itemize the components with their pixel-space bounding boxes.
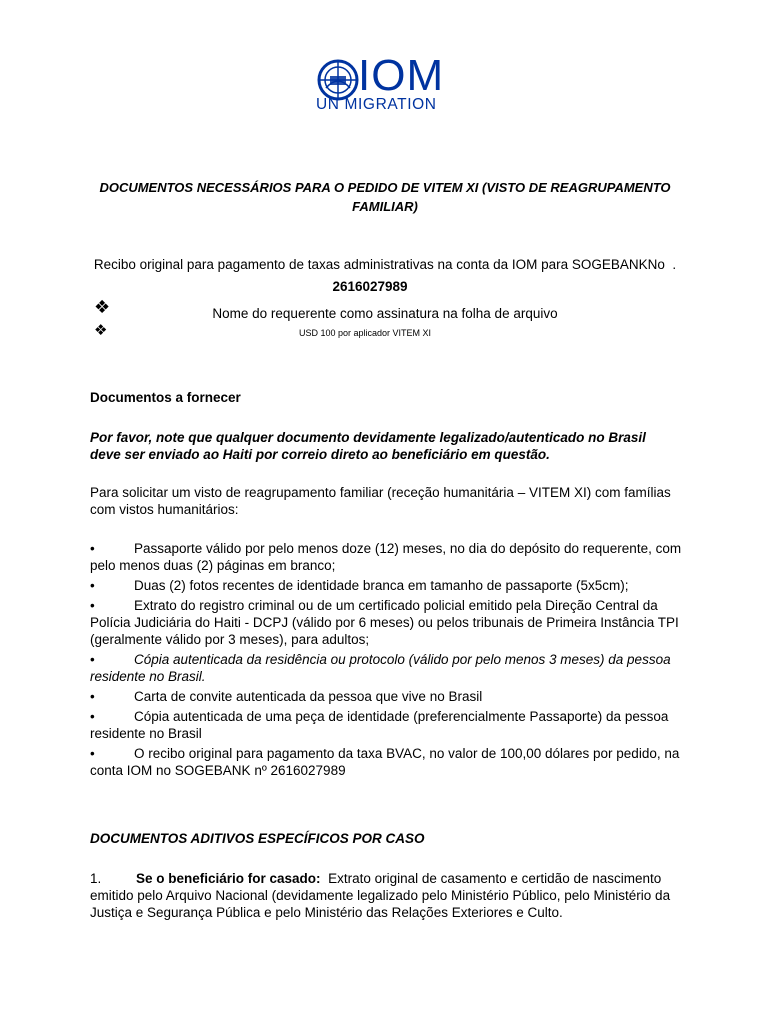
bullet-dot-icon: • <box>90 652 95 667</box>
diamond-item: Nome do requerente como assinatura na folha de arquivo <box>212 306 558 321</box>
iom-logo <box>314 51 464 118</box>
important-note: Por favor, note que qualquer documento devidamente legalizado/autenticado no Brasil deve ser enviado ao Haiti por correio direto ao beneficiário em questão. <box>90 430 646 462</box>
diamond-item: USD 100 por aplicador VITEM XI <box>298 328 432 338</box>
bullet-dot-icon: • <box>90 709 95 724</box>
list-item <box>90 745 682 779</box>
list-item <box>90 708 682 742</box>
section-heading: Documentos a fornecer <box>90 390 241 405</box>
list-item <box>90 540 682 574</box>
numbered-item <box>90 870 680 921</box>
bullet-dot-icon: • <box>90 746 95 761</box>
list-item-text: Passaporte válido por pelo menos doze (12) meses, no dia do depósito do requerente, com pelo menos duas (2) páginas em branco; <box>90 541 682 573</box>
list-item-text: Duas (2) fotos recentes de identidade branca em tamanho de passaporte (5x5cm); <box>134 578 629 593</box>
additional-documents-heading: DOCUMENTOS ADITIVOS ESPECÍFICOS POR CASO <box>90 831 425 846</box>
item-label: Se o beneficiário for casado: <box>136 871 321 886</box>
requirements-list <box>90 540 682 782</box>
list-item-text: O recibo original para pagamento da taxa BVAC, no valor de 100,00 dólares por pedido, na conta IOM no SOGEBANK nº 2616027989 <box>90 746 680 778</box>
list-item <box>90 688 682 705</box>
logo-tagline: UN MIGRATION <box>316 96 437 113</box>
diamond-bullet-icon: ❖ <box>94 322 108 339</box>
intro-paragraph: Para solicitar um visto de reagrupamento familiar (receção humanitária – VITEM XI) com famílias com vistos humanitários: <box>90 485 671 517</box>
diamond-bullet-icon: ❖ <box>94 297 111 317</box>
bullet-dot-icon: • <box>90 598 95 613</box>
logo-wordmark: IOM <box>358 51 445 100</box>
list-item-text: Carta de convite autenticada da pessoa que vive no Brasil <box>134 689 483 704</box>
list-item <box>90 577 682 594</box>
bullet-dot-icon: • <box>90 689 95 704</box>
list-item <box>90 651 682 685</box>
receipt-number: 2616027989 <box>332 279 408 294</box>
list-item-text: Cópia autenticada de uma peça de identidade (preferencialmente Passaporte) da pessoa residente no Brasil <box>90 709 669 741</box>
item-text: Extrato original de casamento e certidão de nascimento emitido pelo Arquivo Nacional (devidamente legalizado pelo Ministério Público, pelo Ministério da Justiça e Segurança Pública e pelo Ministério das Relações Exteriores e Culto. <box>90 871 674 920</box>
bullet-dot-icon: • <box>90 541 95 556</box>
item-number: 1. <box>90 871 102 886</box>
bullet-dot-icon: • <box>90 578 95 593</box>
list-item <box>90 597 682 648</box>
receipt-line: Recibo original para pagamento de taxas administrativas na conta da IOM para SOGEBANKNo . <box>93 257 677 272</box>
list-item-text: Cópia autenticada da residência ou protocolo (válido por pelo menos 3 meses) da pessoa residente no Brasil. <box>90 652 671 684</box>
list-item-text: Extrato do registro criminal ou de um certificado policial emitido pela Direção Central da Polícia Judiciária do Haiti - DCPJ (válido por 6 meses) ou pelos tribunais de Primeira Instância TPI (geralmente válido por 3 meses), para adultos; <box>90 598 679 647</box>
document-title: DOCUMENTOS NECESSÁRIOS PARA O PEDIDO DE VITEM XI (VISTO DE REAGRUPAMENTO FAMILIAR) <box>99 180 671 214</box>
